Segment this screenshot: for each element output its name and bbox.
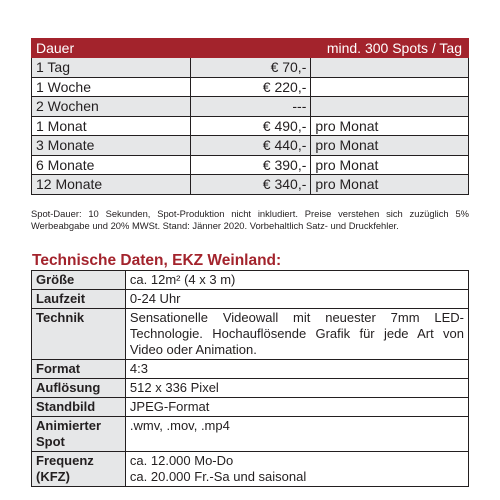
tech-section-title: Technische Daten, EKZ Weinland: xyxy=(32,252,282,269)
price-row xyxy=(32,136,469,156)
tech-row xyxy=(32,360,469,379)
price-row-duration: 6 Monate xyxy=(32,155,191,175)
tech-row xyxy=(32,271,469,290)
price-row-price: € 390,- xyxy=(190,155,311,175)
tech-row-label: Auflösung xyxy=(32,379,126,398)
tech-row-value xyxy=(125,452,468,487)
header-duration: Dauer xyxy=(32,39,191,58)
tech-row-label: Animierter Spot xyxy=(32,417,126,452)
price-row xyxy=(32,97,469,117)
tech-row-label: Größe xyxy=(32,271,126,290)
tech-row xyxy=(32,417,469,452)
price-row-price: € 340,- xyxy=(190,175,311,195)
tech-row xyxy=(32,379,469,398)
tech-row-label: Frequenz (KFZ) xyxy=(32,452,126,487)
price-row-duration: 1 Monat xyxy=(32,116,191,136)
tech-row-label: Format xyxy=(32,360,126,379)
price-row-duration: 2 Wochen xyxy=(32,97,191,117)
tech-row-label: Technik xyxy=(32,309,126,360)
price-row xyxy=(32,58,469,78)
price-row-note: pro Monat xyxy=(311,175,469,195)
price-row xyxy=(32,116,469,136)
tech-row-value-line: ca. 20.000 Fr.-Sa und saisonal xyxy=(129,469,307,484)
price-row-price: € 440,- xyxy=(190,136,311,156)
price-row-price: € 220,- xyxy=(190,77,311,97)
tech-row-value: JPEG-Format xyxy=(125,398,468,417)
tech-row-label: Standbild xyxy=(32,398,126,417)
price-row-note xyxy=(311,58,469,78)
tech-row xyxy=(32,398,469,417)
tech-row-value: Sensationelle Videowall mit neuester 7mm LED-Technologie. Hochauflösende Grafik für jede Art von Video oder Animation. xyxy=(125,309,468,360)
price-row xyxy=(32,175,469,195)
price-row-note: pro Monat xyxy=(311,155,469,175)
tech-row-value: ca. 12m² (4 x 3 m) xyxy=(125,271,468,290)
price-row-price: --- xyxy=(190,97,311,117)
tech-row-value: 512 x 336 Pixel xyxy=(125,379,468,398)
price-row-note xyxy=(311,77,469,97)
price-row-duration: 3 Monate xyxy=(32,136,191,156)
price-row-price: € 490,- xyxy=(190,116,311,136)
price-row xyxy=(32,77,469,97)
price-table-header xyxy=(32,39,469,58)
price-row-duration: 12 Monate xyxy=(32,175,191,195)
tech-row-label: Laufzeit xyxy=(32,290,126,309)
price-table xyxy=(31,38,469,195)
tech-row-value-line: ca. 12.000 Mo-Do xyxy=(129,453,234,468)
tech-table xyxy=(31,270,469,487)
price-row-duration: 1 Tag xyxy=(32,58,191,78)
price-row-note: pro Monat xyxy=(311,136,469,156)
price-row-price: € 70,- xyxy=(190,58,311,78)
tech-row xyxy=(32,290,469,309)
tech-row-value: 0-24 Uhr xyxy=(125,290,468,309)
tech-row-value: .wmv, .mov, .mp4 xyxy=(125,417,468,452)
tech-row xyxy=(32,452,469,487)
price-row xyxy=(32,155,469,175)
price-row-note xyxy=(311,97,469,117)
price-row-duration: 1 Woche xyxy=(32,77,191,97)
price-row-note: pro Monat xyxy=(311,116,469,136)
tech-row-value: 4:3 xyxy=(125,360,468,379)
header-spots: mind. 300 Spots / Tag xyxy=(190,39,468,58)
footnote: Spot-Dauer: 10 Sekunden, Spot-Produktion nicht inkludiert. Preise verstehen sich zuzüglich 5% Werbeabgabe und 20% MWSt. Stand: Jänner 2020. Vorbehaltlich Satz- und Druckfehler. xyxy=(31,208,469,231)
tech-row xyxy=(32,309,469,360)
